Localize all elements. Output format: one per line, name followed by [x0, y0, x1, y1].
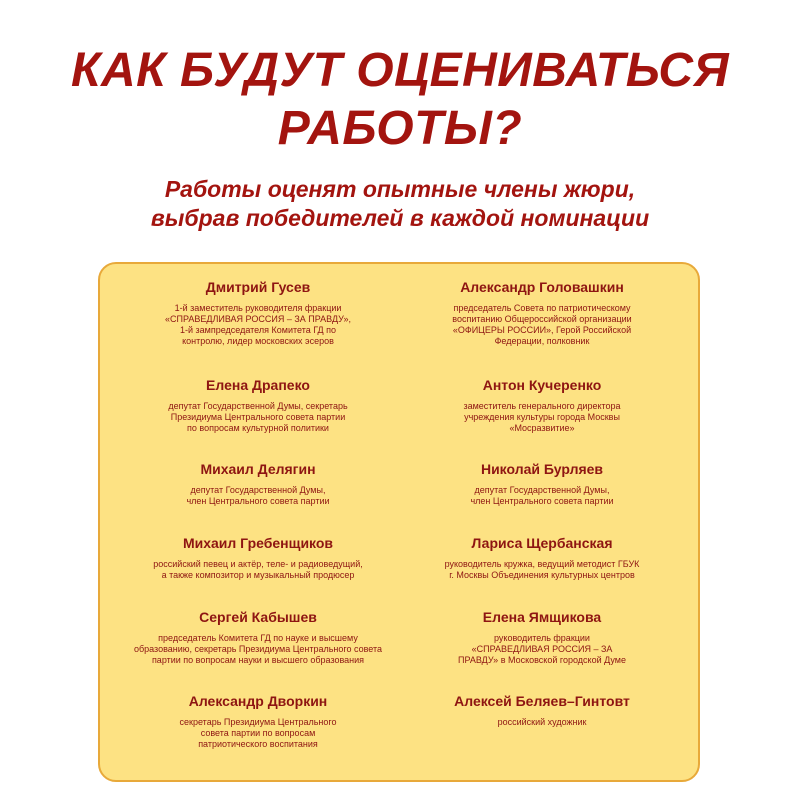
jury-role: депутат Государственной Думы, член Центрального совета партии	[470, 485, 614, 506]
jury-role: российский художник	[497, 717, 587, 727]
jury-name: Николай Бурляев	[480, 461, 604, 477]
jury-card	[108, 278, 408, 347]
jury-card	[108, 608, 408, 666]
jury-card	[108, 376, 408, 434]
jury-name: Сергей Кабышев	[199, 609, 317, 625]
jury-role: председатель Комитета ГД по науке и высшему образованию, секретарь Президиума Центрального совета партии по вопросам науки и высшего образования	[133, 633, 382, 665]
jury-card	[392, 608, 692, 666]
jury-name: Михаил Гребенщиков	[182, 535, 334, 551]
jury-role: заместитель генерального директора учреждения культуры города Москвы «Мосразвитие»	[463, 401, 621, 433]
jury-role: председатель Совета по патриотическому воспитанию Общероссийской организации «ОФИЦЕРЫ РОССИИ», Герой Российской Федерации, полковник	[452, 303, 632, 346]
jury-card	[108, 534, 408, 581]
jury-card	[392, 376, 692, 434]
jury-name: Михаил Делягин	[200, 461, 316, 477]
jury-name: Дмитрий Гусев	[205, 279, 311, 295]
jury-role: депутат Государственной Думы, секретарь Президиума Центрального совета партии по вопросам культурной политики	[168, 401, 348, 433]
jury-role: депутат Государственной Думы, член Центрального совета партии	[186, 485, 330, 506]
jury-name: Алексей Беляев–Гинтовт	[454, 693, 630, 709]
jury-card	[108, 460, 408, 507]
page-title: КАК БУДУТ ОЦЕНИВАТЬСЯ РАБОТЫ?	[70, 44, 730, 155]
jury-card	[392, 534, 692, 581]
jury-role: руководитель кружка, ведущий методист ГБУК г. Москвы Объединения культурных центров	[444, 559, 640, 580]
jury-name: Лариса Щербанская	[471, 535, 613, 551]
jury-role: 1-й заместитель руководителя фракции «СПРАВЕДЛИВАЯ РОССИЯ – ЗА ПРАВДУ», 1-й зампредседателя Комитета ГД по контролю, лидер московских эсеров	[165, 303, 351, 346]
jury-name: Елена Ямщикова	[482, 609, 602, 625]
jury-role: российский певец и актёр, теле- и радиоведущий, а также композитор и музыкальный продюсер	[153, 559, 363, 580]
jury-name: Елена Драпеко	[206, 377, 310, 393]
jury-card	[392, 692, 692, 728]
jury-role: секретарь Президиума Центрального совета партии по вопросам патриотического воспитания	[179, 717, 337, 749]
jury-name: Александр Головашкин	[460, 279, 624, 295]
page-subtitle: Работы оценят опытные члены жюри, выбрав победителей в каждой номинации	[150, 176, 650, 231]
jury-name: Александр Дворкин	[188, 693, 328, 709]
jury-panel	[98, 262, 700, 782]
jury-role: руководитель фракции «СПРАВЕДЛИВАЯ РОССИЯ – ЗА ПРАВДУ» в Московской городской Думе	[458, 633, 626, 665]
jury-name: Антон Кучеренко	[482, 377, 602, 393]
jury-card	[108, 692, 408, 750]
jury-card	[392, 460, 692, 507]
jury-card	[392, 278, 692, 347]
